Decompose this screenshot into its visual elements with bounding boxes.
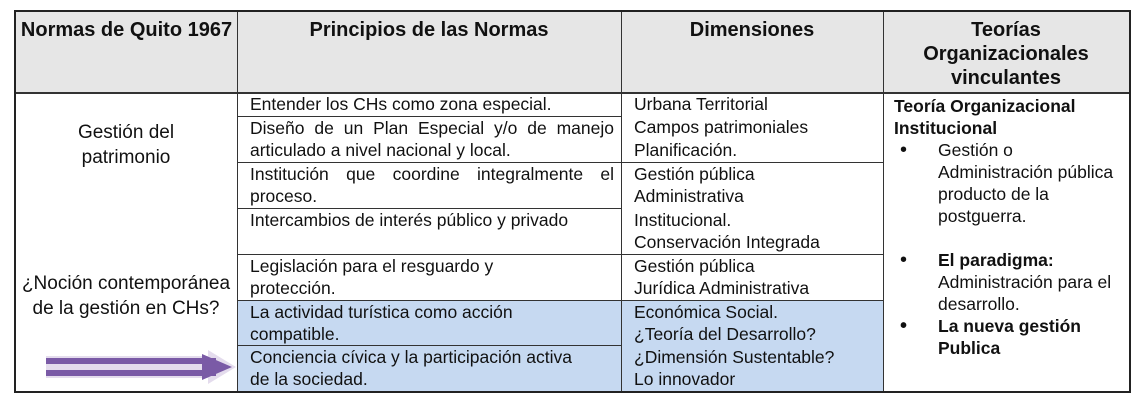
dimension-line: Económica Social. bbox=[634, 302, 778, 322]
column-divider bbox=[883, 12, 884, 391]
nocion-contemporanea-text: ¿Noción contemporánea de la gestión en CHs? bbox=[21, 273, 231, 319]
principio-item: Legislación para el resguardo y protección. bbox=[250, 256, 494, 298]
principio-item: La actividad turística como acción compatible. bbox=[250, 302, 513, 344]
arrow-right-icon bbox=[46, 350, 236, 384]
dimension-group bbox=[634, 301, 879, 345]
norms-table bbox=[14, 10, 1131, 393]
principio-item: Diseño de un Plan Especial y/o de manejo articulado a nivel nacional y local. bbox=[250, 118, 614, 160]
dimension-line: Urbana Territorial bbox=[634, 94, 768, 114]
principio-item: Institución que coordine integralmente el proceso. bbox=[250, 164, 614, 206]
header-dimensiones: Dimensiones bbox=[621, 12, 883, 94]
column-divider bbox=[237, 12, 238, 391]
teorias-content bbox=[894, 95, 1126, 359]
dimension-line: Planificación. bbox=[634, 140, 738, 160]
teoria-list bbox=[894, 139, 1126, 359]
header-teorias: Teorías Organizacionales vinculantes bbox=[883, 12, 1129, 94]
teoria-item: • Gestión o Administración pública producto de la postguerra. bbox=[894, 139, 1126, 227]
dimension-group bbox=[634, 163, 879, 253]
dimension-line: Gestión pública bbox=[634, 256, 755, 276]
column-divider bbox=[621, 12, 622, 391]
dimension-line: Institucional. bbox=[634, 210, 732, 230]
dimension-line: ¿Teoría del Desarrollo? bbox=[634, 324, 816, 344]
dimension-line: ¿Dimensión Sustentable? bbox=[634, 347, 835, 367]
teoria-item: • La nueva gestión Publica bbox=[894, 315, 1126, 359]
dimension-line: Conservación Integrada bbox=[634, 232, 820, 252]
dimension-line: Administrativa bbox=[634, 186, 744, 206]
dimension-line: Lo innovador bbox=[634, 369, 736, 389]
dimension-group bbox=[634, 93, 879, 161]
teoria-heading: Teoría Organizacional Institucional bbox=[894, 96, 1076, 138]
principio-item: Entender los CHs como zona especial. bbox=[250, 94, 552, 114]
principio-item: Conciencia cívica y la participación activa de la sociedad. bbox=[250, 347, 572, 389]
dimension-group bbox=[634, 346, 879, 390]
dimension-line: Campos patrimoniales bbox=[634, 117, 809, 137]
header-normas: Normas de Quito 1967 bbox=[16, 12, 237, 94]
principio-item: Intercambios de interés público y privado bbox=[250, 210, 569, 230]
dimension-line: Jurídica Administrativa bbox=[634, 278, 810, 298]
dimension-line: Gestión pública bbox=[634, 164, 755, 184]
gestion-patrimonio-text: Gestión del patrimonio bbox=[77, 122, 175, 168]
teoria-item: • El paradigma: Administración para el desarrollo. bbox=[894, 249, 1126, 315]
dimension-group bbox=[634, 255, 879, 299]
header-principios: Principios de las Normas bbox=[237, 12, 621, 94]
